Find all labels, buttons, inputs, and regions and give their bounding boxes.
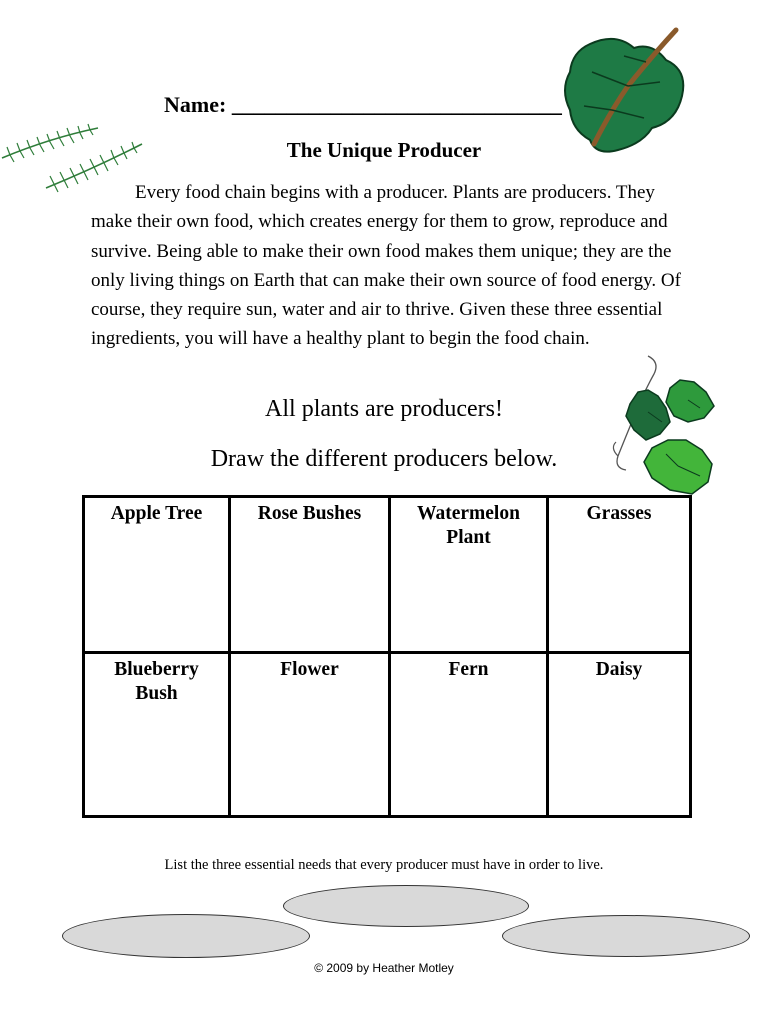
cell-label: Flower bbox=[280, 659, 339, 680]
cell-label: Apple Tree bbox=[110, 503, 203, 524]
drawing-cell[interactable] bbox=[84, 653, 230, 817]
drawing-cell[interactable] bbox=[548, 653, 691, 817]
cell-label: Daisy bbox=[595, 659, 643, 680]
cell-label: Blueberry Bush bbox=[114, 659, 199, 704]
name-blank[interactable]: ______________________________ bbox=[231, 92, 562, 117]
cell-label: Rose Bushes bbox=[257, 503, 362, 524]
table-row bbox=[84, 653, 691, 817]
ivy-vine-icon bbox=[608, 352, 728, 502]
table-row bbox=[84, 497, 691, 653]
copyright-text: © 2009 by Heather Motley bbox=[314, 961, 454, 975]
name-label: Name: bbox=[164, 92, 227, 117]
title-text: The Unique Producer bbox=[286, 138, 482, 162]
producer-drawing-table bbox=[82, 495, 692, 818]
drawing-cell[interactable] bbox=[548, 497, 691, 653]
cell-label: Fern bbox=[448, 659, 489, 680]
drawing-cell[interactable] bbox=[230, 497, 390, 653]
cell-label: Grasses bbox=[586, 503, 652, 524]
name-field[interactable] bbox=[164, 92, 562, 118]
draw-instruction: Draw the different producers below. bbox=[210, 446, 558, 472]
list-instruction: List the three essential needs that every producer must have in order to live. bbox=[164, 857, 604, 873]
drawing-cell[interactable] bbox=[84, 497, 230, 653]
cell-label: Watermelon Plant bbox=[417, 503, 520, 548]
page-title bbox=[0, 138, 768, 163]
drawing-cell[interactable] bbox=[390, 497, 548, 653]
answer-oval[interactable] bbox=[502, 915, 750, 957]
drawing-cell[interactable] bbox=[390, 653, 548, 817]
answer-oval[interactable] bbox=[62, 914, 310, 958]
answer-oval[interactable] bbox=[283, 885, 529, 927]
drawing-cell[interactable] bbox=[230, 653, 390, 817]
intro-paragraph: Every food chain begins with a producer. Plants are producers. They make their own food, which creates energy for them to grow, reproduce and survive. Being able to make their own food makes them unique; they are the only living things on Earth that can make their own source of food energy. Of course, they require sun, water and air to thrive. Given these three essential ingredients, you will have a healthy plant to begin the food chain. bbox=[91, 182, 681, 350]
statement-text: All plants are producers! bbox=[265, 396, 503, 422]
